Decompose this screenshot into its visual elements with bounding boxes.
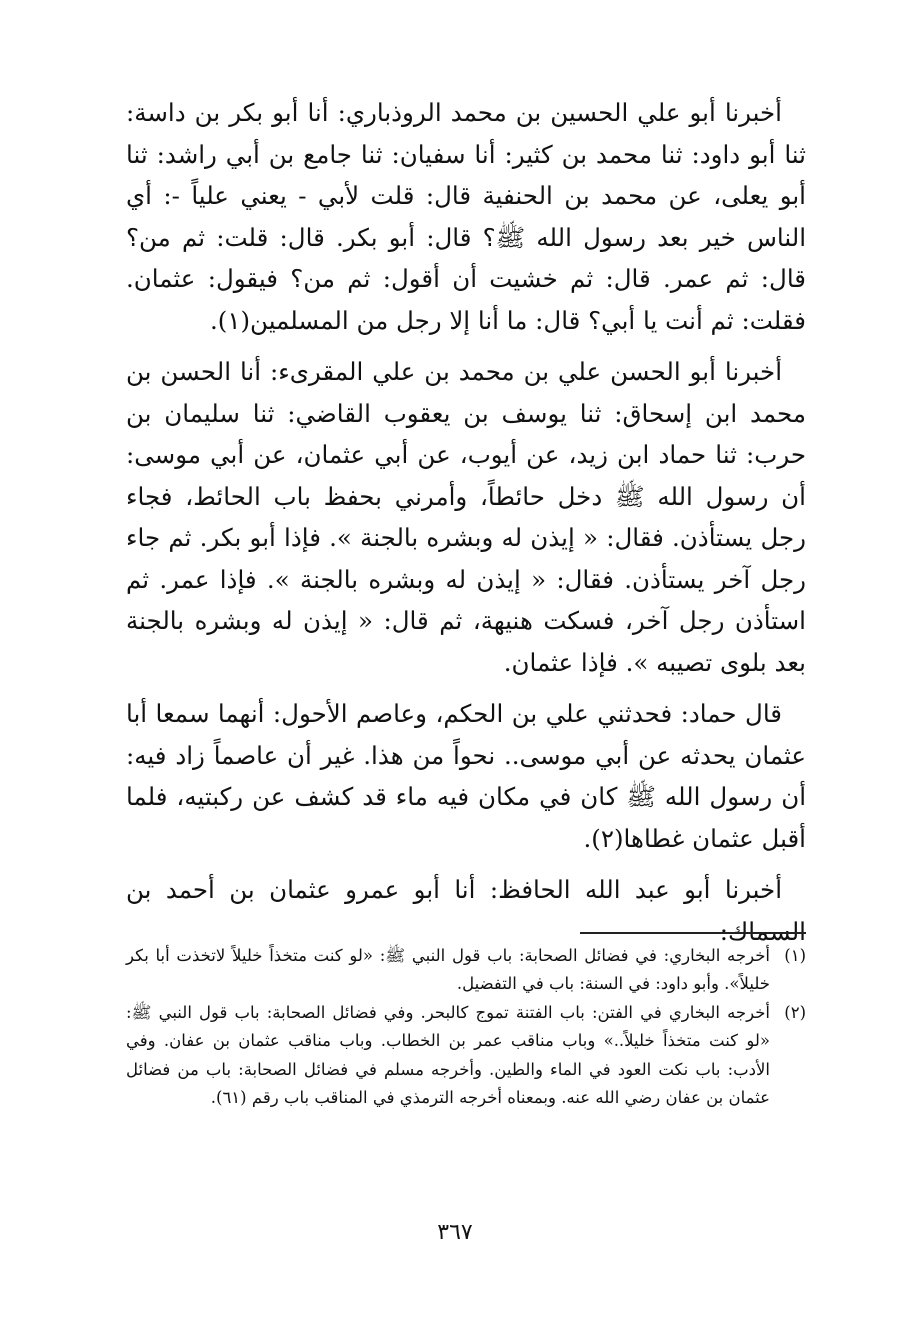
footnote-2 [126,999,806,1113]
footnote-separator [580,932,806,934]
footnote-text: أخرجه البخاري: في فضائل الصحابة: باب قول النبي ﷺ: «لو كنت متخذاً خليلاً لاتخذت أبا بكر خليلاً». وأبو داود: في السنة: باب في التفضيل. [126,946,770,994]
footnotes [126,942,806,1112]
footnote-number: (٢) [784,1002,806,1022]
main-text [126,92,806,952]
paragraph-4: أخبرنا أبو عبد الله الحافظ: أنا أبو عمرو عثمان بن أحمد بن السماك: [126,875,806,946]
paragraph-3: قال حماد: فحدثني علي بن الحكم، وعاصم الأحول: أنهما سمعا أبا عثمان يحدثه عن أبي موسى.. نحواً من هذا. غير أن عاصماً زاد فيه: أن رسول الله ﷺ كان في مكان فيه ماء قد كشف عن ركبتيه، فلما أقبل عثمان غطاها(٢). [126,699,806,853]
footnote-text: أخرجه البخاري في الفتن: باب الفتنة تموج كالبحر. وفي فضائل الصحابة: باب قول النبي ﷺ: «لو كنت متخذاً خليلاً..» وباب مناقب عمر بن الخطاب. وباب مناقب عثمان بن عفان. وفي الأدب: باب نكت العود في الماء والطين. وأخرجه مسلم في فضائل الصحابة: باب من فضائل عثمان بن عفان رضي الله عنه. وبمعناه أخرجه الترمذي في المناقب باب رقم (٦١). [126,1002,770,1108]
paragraph-1: أخبرنا أبو علي الحسين بن محمد الروذباري: أنا أبو بكر بن داسة: ثنا أبو داود: ثنا محمد بن كثير: أنا سفيان: ثنا جامع بن أبي راشد: ثنا أبو يعلى، عن محمد بن الحنفية قال: قلت لأبي - يعني علياً -: أي الناس خير بعد رسول الله ﷺ؟ قال: أبو بكر. قال: قلت: ثم من؟ قال: ثم عمر. قال: ثم خشيت أن أقول: ثم من؟ فيقول: عثمان. فقلت: ثم أنت يا أبي؟ قال: ما أنا إلا رجل من المسلمين(١). [126,98,806,335]
footnote-number: (١) [784,946,806,965]
paragraph-2: أخبرنا أبو الحسن علي بن محمد بن علي المقرىء: أنا الحسن بن محمد ابن إسحاق: ثنا يوسف بن يعقوب القاضي: ثنا سليمان بن حرب: ثنا حماد ابن زيد، عن أيوب، عن أبي عثمان، عن أبي موسى: أن رسول الله ﷺ دخل حائطاً، وأمرني بحفظ باب الحائط، فجاء رجل يستأذن. فقال: « إيذن له وبشره بالجنة ». فإذا أبو بكر. ثم جاء رجل آخر يستأذن. فقال: « إيذن له وبشره بالجنة ». فإذا عمر. ثم استأذن رجل آخر، فسكت هنيهة، ثم قال: « إيذن له وبشره بالجنة بعد بلوى تصيبه ». فإذا عثمان. [126,357,806,677]
footnote-1 [126,942,806,999]
page-number: ٣٦٧ [437,1220,473,1245]
